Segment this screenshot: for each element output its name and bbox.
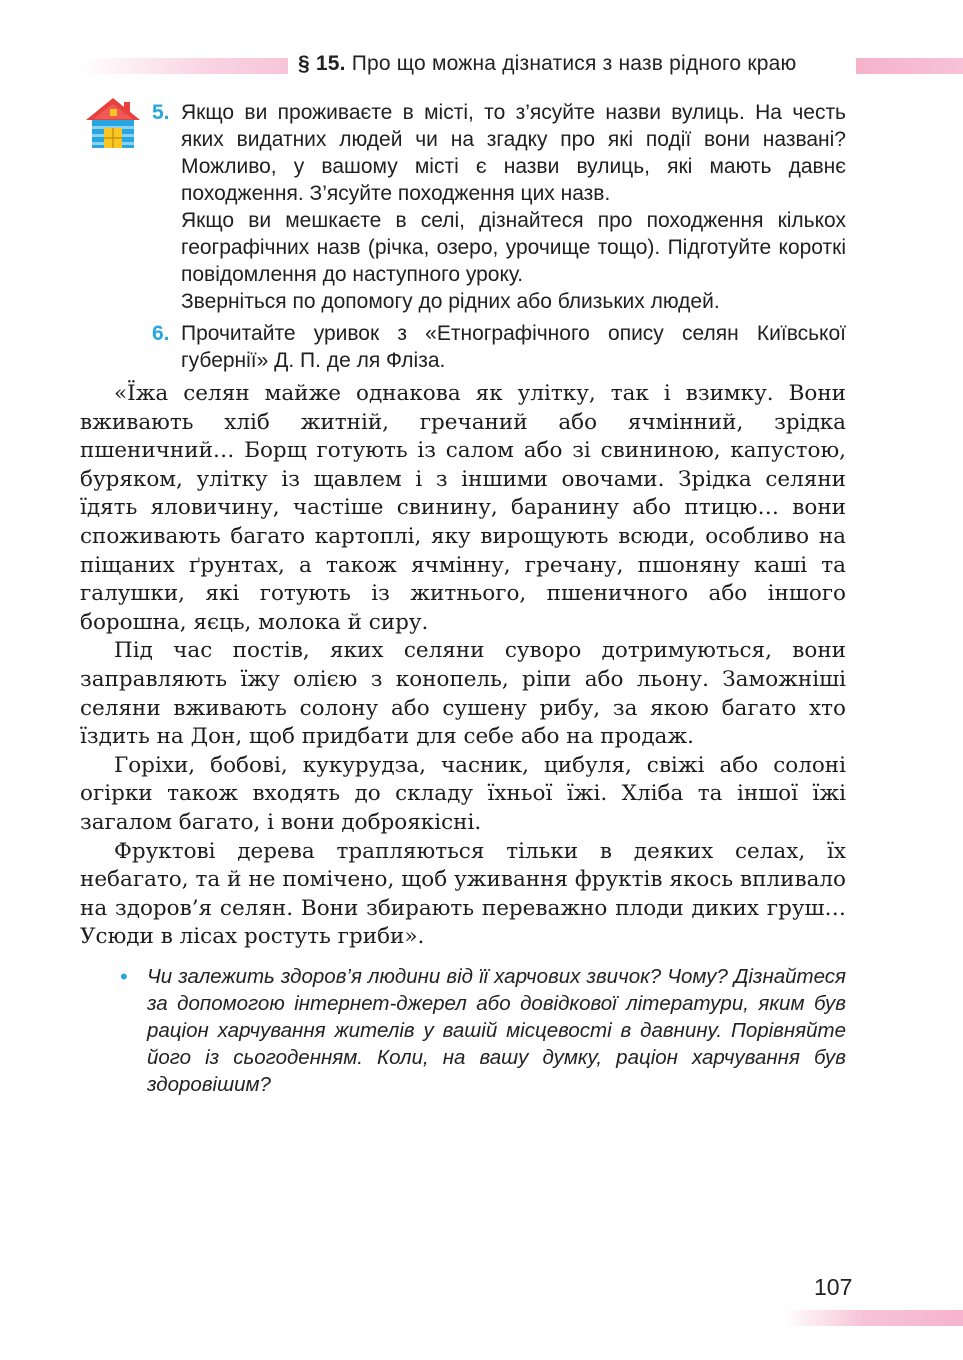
excerpt-paragraph: Фруктові дерева трапляються тільки в деяких селах, їх небагато, та й не помічено, щоб уживання фруктів якось впливало на здоров’я селян. Вони збирають переважно плоди диких груш… Усюди в лісах ростуть гриби».	[80, 838, 846, 950]
excerpt-text	[80, 380, 846, 952]
task-paragraph: Якщо ви проживаєте в місті, то з’ясуйте назви вулиць. На честь яких видатних людей чи на згадку про які події вони названі? Можливо, у вашому місті є назви вулиць, які мають давнє походження. З’ясуйте походження цих назв.	[181, 101, 846, 205]
page-header	[298, 52, 796, 80]
task-5	[152, 99, 846, 315]
bullet-icon: •	[120, 964, 128, 989]
task-paragraph: Прочитайте уривок з «Етнографічного опису селян Київської губернії» Д. П. де ля Фліза.	[181, 322, 846, 372]
footer-decor	[784, 1310, 963, 1326]
page-number: 107	[814, 1274, 853, 1300]
section-number: § 15.	[298, 52, 346, 75]
question-text: Чи залежить здоров’я людини від її харчових звичок? Чому? Дізнайтеся за допомогою інтернет-джерел або довідкової літератури, яким був раціон харчування жителів у вашій місцевості в давнину. Порівняйте його із сьогоденням. Коли, на вашу думку, раціон харчування був здоровішим?	[147, 965, 846, 1096]
question-block	[120, 963, 846, 1098]
task-number: 5.	[152, 101, 170, 124]
task-6	[152, 320, 846, 374]
excerpt-paragraph: «Їжа селян майже однакова як улітку, так і взимку. Вони вживають хліб житній, гречаний або ячмінний, зрідка пшеничний… Борщ готують із салом або зі свининою, капустою, буряком, улітку із щавлем і з іншими овочами. Зрідка селяни їдять яловичину, частіше свинину, баранину або птицю… вони споживають багато картоплі, яку вирощують всюди, особливо на піщаних ґрунтах, а також ячмінну, гречану, пшоняну каші та галушки, які готують із житнього, пшеничного або іншого борошна, яєць, молока й сиру.	[80, 381, 846, 635]
task-paragraph: Зверніться по допомогу до рідних або близьких людей.	[181, 290, 720, 313]
task-paragraph: Якщо ви мешкаєте в селі, дізнайтеся про походження кількох географічних назв (річка, озеро, урочище тощо). Підготуйте короткі повідомлення до наступного уроку.	[181, 209, 846, 286]
excerpt-paragraph: Горіхи, бобові, кукурудза, часник, цибуля, свіжі або солоні огірки також входять до складу їхньої їжі. Хліба та іншої їжі загалом багато, і вони доброякісні.	[80, 752, 846, 835]
header-decor-right	[856, 58, 963, 74]
house-icon	[84, 96, 142, 150]
section-title: Про що можна дізнатися з назв рідного краю	[351, 52, 797, 75]
header-decor-left	[80, 58, 288, 74]
excerpt-paragraph: Під час постів, яких селяни суворо дотримуються, вони заправляють їжу олією з конопель, ріпи або льону. Заможніші селяни вживають солону або сушену рибу, за якою багато хто їздить на Дон, щоб придбати для себе або на продаж.	[80, 638, 846, 750]
task-number: 6.	[152, 322, 170, 345]
